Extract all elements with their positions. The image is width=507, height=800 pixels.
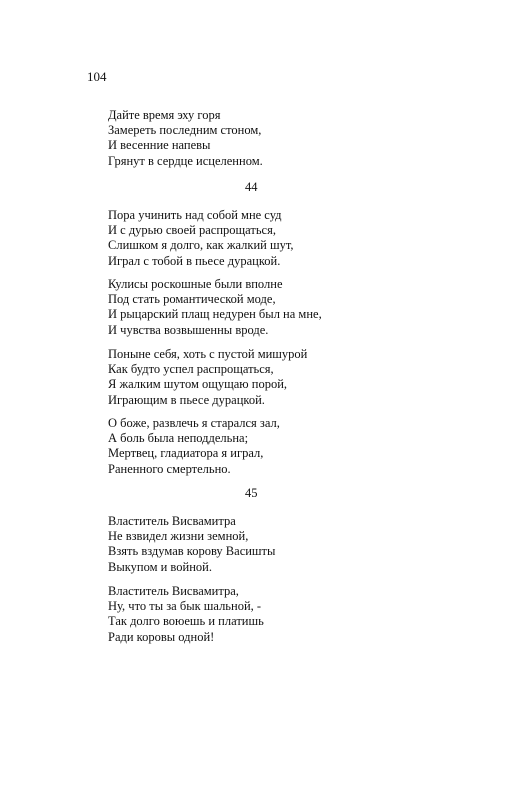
poem-line: Играл с тобой в пьесе дурацкой. <box>108 253 281 268</box>
poem-44-stanza-3 <box>108 347 307 408</box>
poem-line: Грянут в сердце исцеленном. <box>108 153 263 168</box>
poem-line: Кулисы роскошные были вполне <box>108 277 283 291</box>
poem-line: А боль была неподдельна; <box>108 431 249 446</box>
poem-line: О боже, развлечь я старался зал, <box>108 416 280 430</box>
poem-44-stanza-1 <box>108 208 294 269</box>
poem-number-45: 45 <box>245 486 258 500</box>
stanza-continuation <box>108 108 263 169</box>
poem-line: Ради коровы одной! <box>108 629 215 644</box>
poem-line: Поныне себя, хоть с пустой мишурой <box>108 347 308 361</box>
poem-line: Дайте время эху горя <box>108 108 221 122</box>
poem-45-stanza-1 <box>108 514 275 575</box>
page-number: 104 <box>87 69 107 84</box>
poem-line: Так долго воюешь и платишь <box>108 614 264 629</box>
poem-line: Под стать романтической моде, <box>108 292 276 307</box>
poem-number-44: 44 <box>245 180 258 194</box>
poem-line: Замереть последним стоном, <box>108 123 262 138</box>
poem-line: И чувства возвышенны вроде. <box>108 322 269 337</box>
poem-line: И с дурью своей распрощаться, <box>108 223 276 238</box>
poem-line: И рыцарский плащ недурен был на мне, <box>108 307 322 322</box>
poem-line: Властитель Висвамитра, <box>108 584 239 598</box>
poem-44-stanza-2 <box>108 277 322 338</box>
poem-line: Играющим в пьесе дурацкой. <box>108 392 265 407</box>
poem-45-stanza-2 <box>108 584 264 645</box>
poem-line: Властитель Висвамитра <box>108 514 236 528</box>
poem-line: Слишком я долго, как жалкий шут, <box>108 238 294 253</box>
poem-line: Выкупом и войной. <box>108 559 212 574</box>
poem-44-stanza-4 <box>108 416 280 477</box>
poem-line: Мертвец, гладиатора я играл, <box>108 446 264 461</box>
poem-line: Как будто успел распрощаться, <box>108 362 274 377</box>
poem-line: Я жалким шутом ощущаю порой, <box>108 377 288 392</box>
poem-line: Не взвидел жизни земной, <box>108 529 249 544</box>
poem-line: Ну, что ты за бык шальной, - <box>108 599 262 614</box>
poem-line: Раненного смертельно. <box>108 461 231 476</box>
poem-line: И весенние напевы <box>108 138 211 153</box>
poem-line: Пора учинить над собой мне суд <box>108 208 282 222</box>
poem-line: Взять вздумав корову Васишты <box>108 544 276 559</box>
